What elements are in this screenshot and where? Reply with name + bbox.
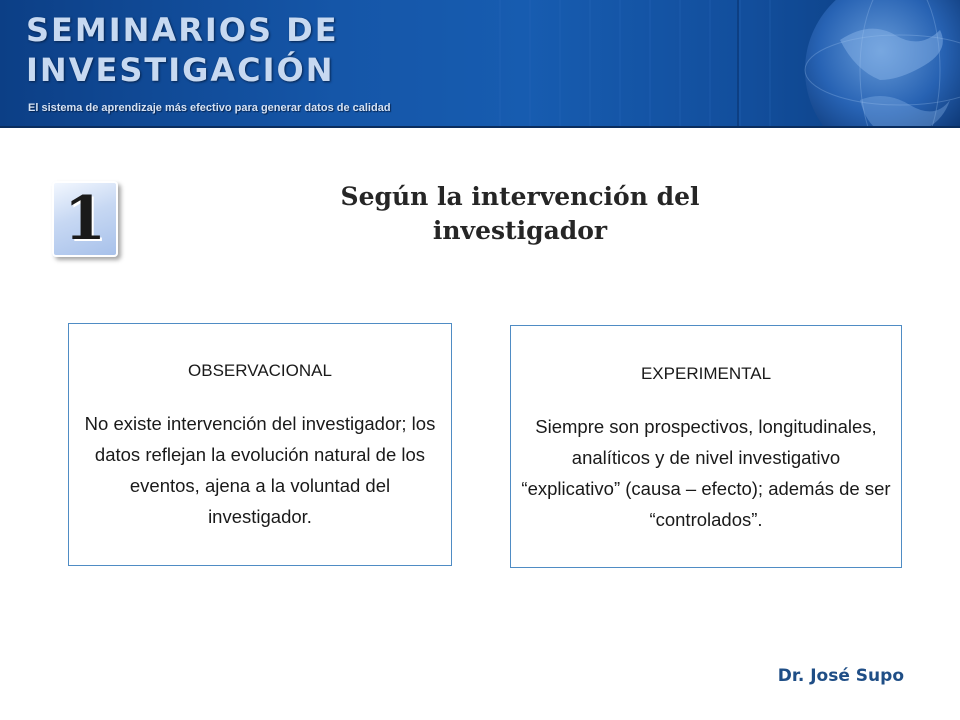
banner-title bbox=[26, 10, 339, 90]
header-banner bbox=[0, 0, 960, 128]
banner-title-line2: INVESTIGACIÓN bbox=[26, 51, 335, 89]
experimental-description: Siempre son prospectivos, longitudinales, analíticos y de nivel investigativo “explicativo” (causa – efecto); además de ser “controlados”. bbox=[521, 416, 891, 530]
banner-divider bbox=[0, 126, 960, 128]
globe-icon bbox=[800, 0, 960, 128]
experimental-title: EXPERIMENTAL bbox=[640, 364, 772, 383]
banner-title-line1: SEMINARIOS DE bbox=[26, 11, 339, 49]
experimental-box bbox=[510, 325, 902, 568]
section-number: 1 bbox=[64, 184, 106, 254]
observational-box bbox=[68, 323, 452, 566]
section-heading: Según la intervención del investigador bbox=[340, 182, 700, 245]
author-credit: Dr. José Supo bbox=[777, 666, 904, 686]
section-number-badge bbox=[52, 181, 118, 257]
observational-description: No existe intervención del investigador; los datos reflejan la evolución natural de los eventos, ajena a la voluntad del investigador. bbox=[84, 413, 436, 527]
banner-subtitle: El sistema de aprendizaje más efectivo para generar datos de calidad bbox=[28, 102, 391, 114]
observational-title: OBSERVACIONAL bbox=[188, 361, 332, 380]
